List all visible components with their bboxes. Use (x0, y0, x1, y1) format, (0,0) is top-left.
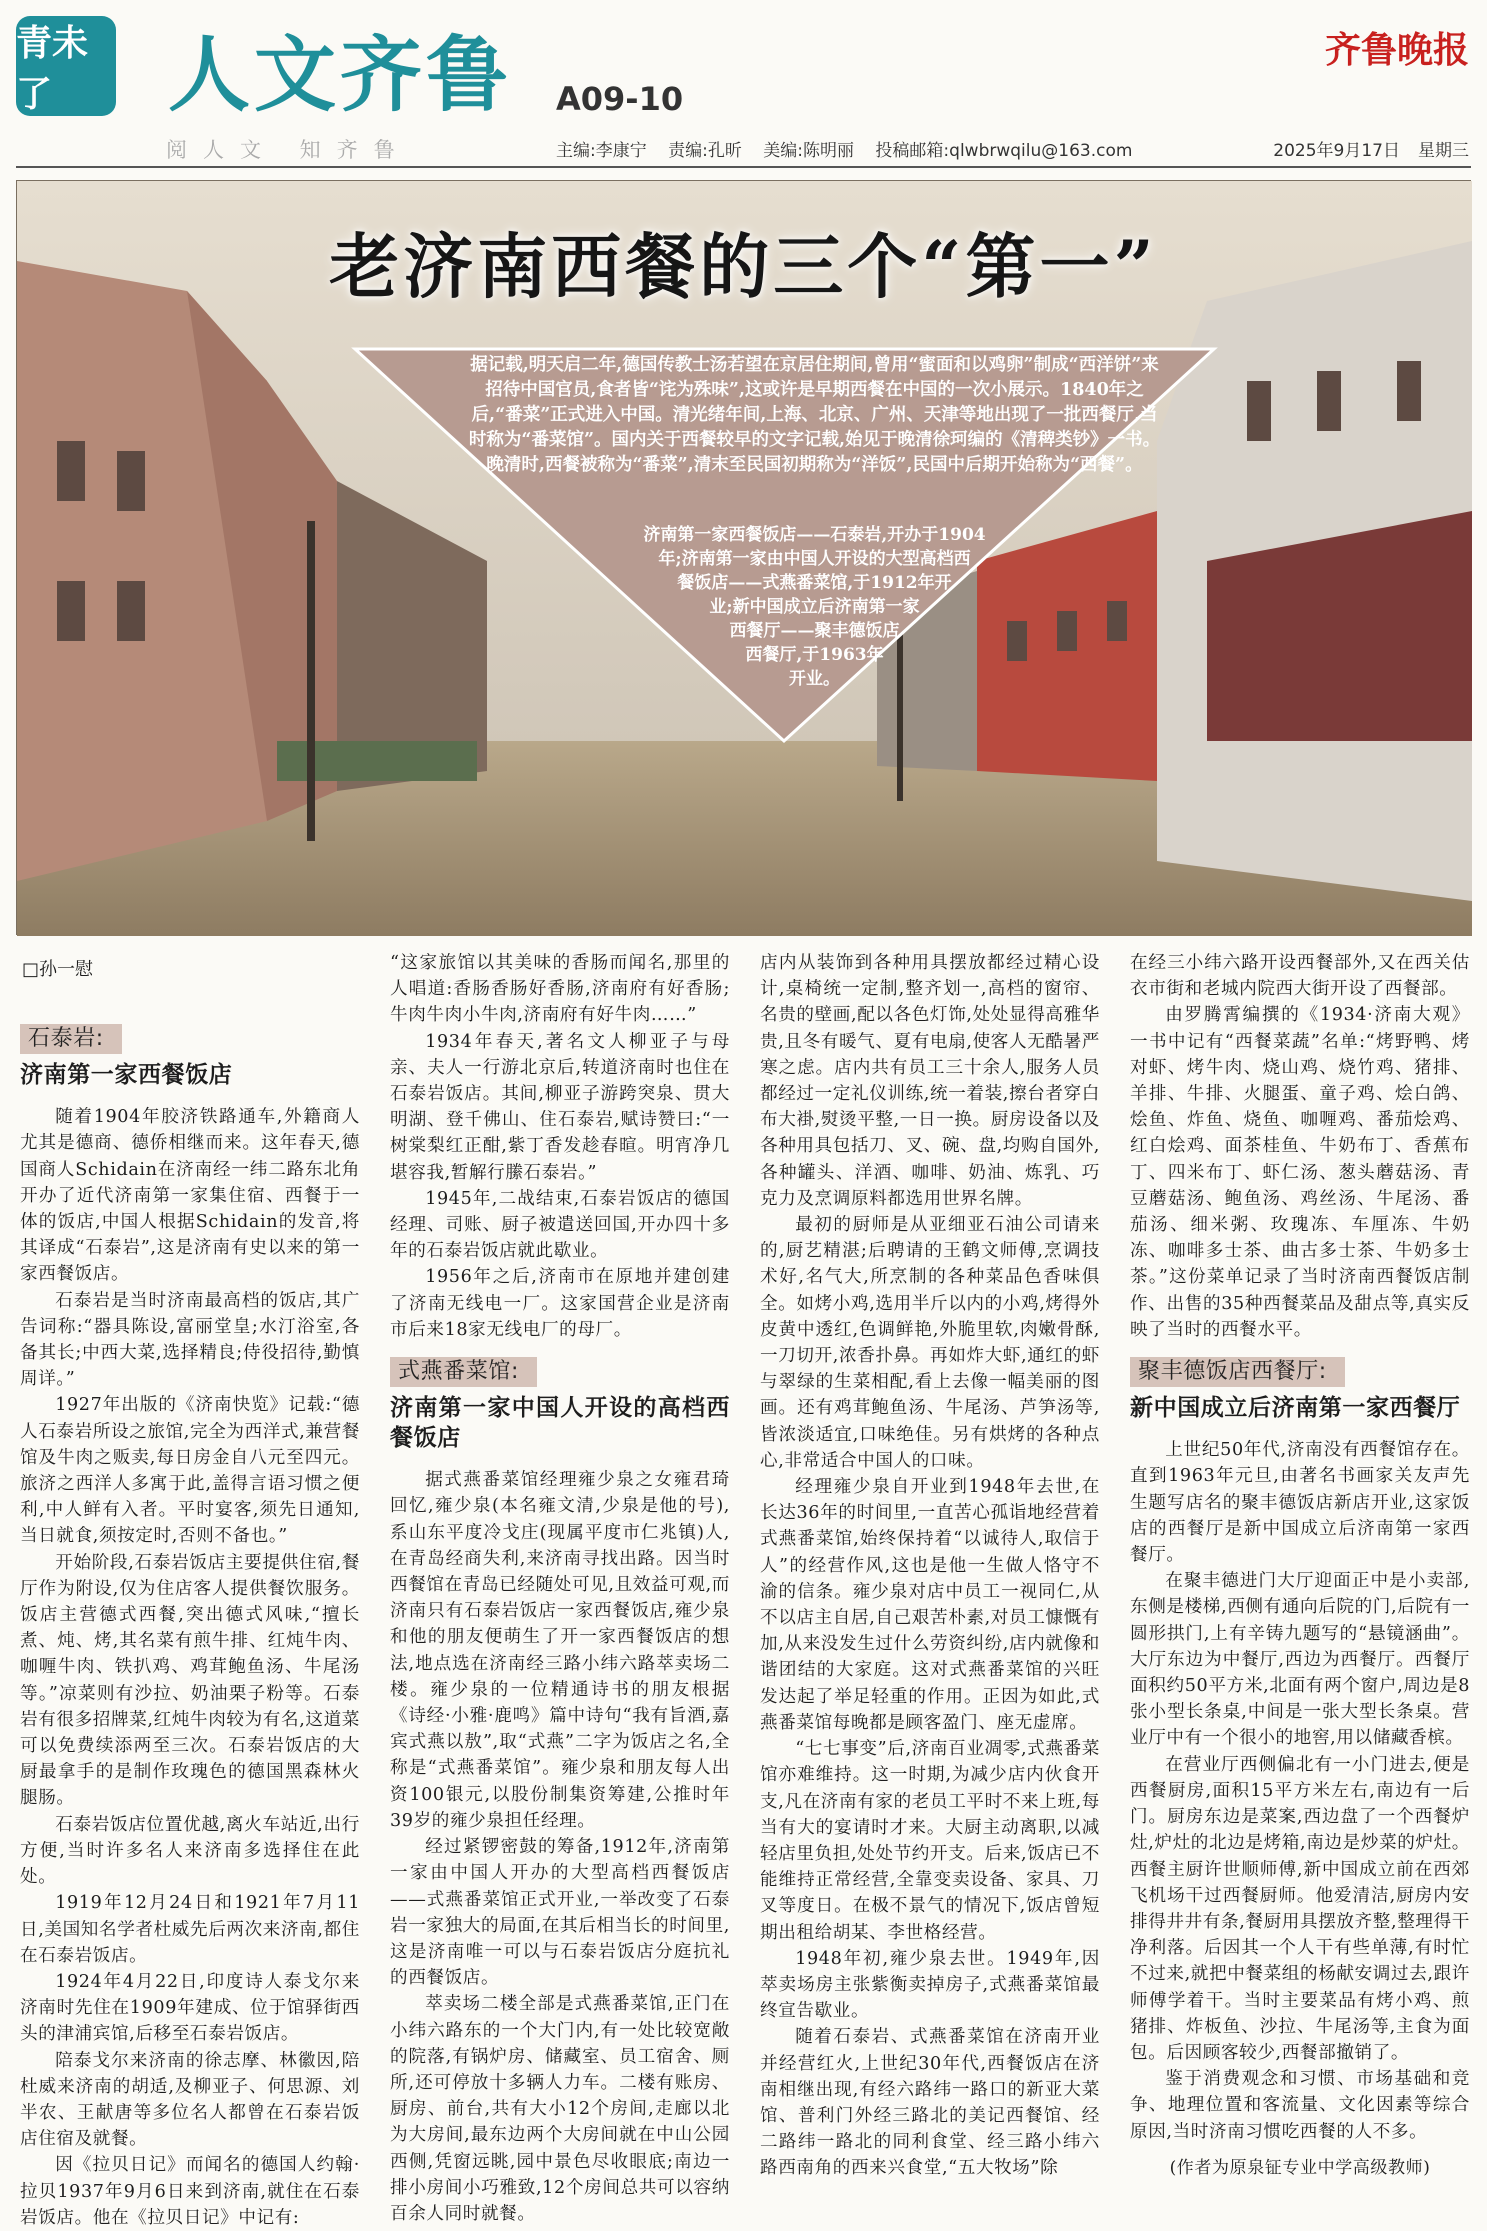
weekday-text: 星期三 (1418, 141, 1469, 161)
paragraph: 由罗腾霄编撰的《1934·济南大观》一书中记有“西餐菜蔬”名单:“烤野鸭、烤对虾、烤牛肉、烧山鸡、烧竹鸡、猪排、羊排、牛排、火腿蛋、童子鸡、烩白鸽、烩鱼、炸鱼、烧鱼、咖喱鸡、番茄烩鸡、红白烩鸡、面茶桂鱼、牛奶布丁、香蕉布丁、四米布丁、虾仁汤、葱头蘑菇汤、青豆蘑菇汤、鲍鱼汤、鸡丝汤、牛尾汤、番茄汤、细米粥、玫瑰冻、车厘冻、牛奶冻、咖啡多士茶、曲古多士茶、牛奶多士茶。”这份菜单记录了当时济南西餐饭店制作、出售的35种西餐菜品及甜点等,真实反映了当时的西餐水平。 (1130, 1005, 1470, 1340)
paragraph: 在营业厅西侧偏北有一小门进去,便是西餐厨房,面积15平方米左右,南边有一后门。厨房东边是菜案,西边盘了一个西餐炉灶,炉灶的北边是烤箱,南边是炒菜的炉灶。西餐主厨许世顺师傅,新中国成立前在西郊飞机场干过西餐厨师。他爱清洁,厨房内安排得井井有条,餐厨用具摆放齐整,整理得干净利落。后因其一个人干有些单薄,有时忙不过来,就把中餐菜组的杨献安调过去,跟许师傅学着干。当时主要菜品有烤小鸡、煎猪排、炸板鱼、沙拉、牛尾汤等,主食为面包。后因顾客较少,西餐部撤销了。 (1130, 1754, 1470, 2063)
firsts-line: 开业。 (789, 669, 840, 689)
headline: 老济南西餐的三个“第一” (329, 225, 1158, 308)
firsts-line: 餐饭店——式燕番菜馆,于1912年开 (677, 573, 952, 593)
editor-credits (556, 136, 1148, 161)
credit-designer: 美编:陈明丽 (763, 141, 855, 161)
credit-email: 投稿邮箱:qlwbrwqilu@163.com (875, 141, 1133, 161)
date-text: 2025年9月17日 (1273, 141, 1400, 161)
paragraph: 1927年出版的《济南快览》记载:“德人石泰岩所设之旅馆,完全为西洋式,兼营餐馆及牛肉之贩卖,每日房金自八元至四元。旅济之西洋人多寓于此,盖得言语习惯之便利,中人鲜有入者。平时宴客,须先日通知,当日就食,须按定时,否则不备也。” (20, 1395, 360, 1547)
header-rule (16, 166, 1471, 168)
paragraph: 开始阶段,石泰岩饭店主要提供住宿,餐厅作为附设,仅为住店客人提供餐饮服务。饭店主营德式西餐,突出德式风味,“擅长煮、炖、烤,其名菜有煎牛排、红炖牛肉、咖喱牛肉、铁扒鸡、鸡茸鲍鱼汤、牛尾汤等。”凉菜则有沙拉、奶油栗子粉等。石泰岩有很多招牌菜,红炖牛肉较为有名,这道菜可以免费续添两至三次。石泰岩饭店的大厨最拿手的是制作玫瑰色的德国黑森林火腿肠。 (20, 1552, 360, 1809)
paragraph: 石泰岩是当时济南最高档的饭店,其广告词称:“器具陈设,富丽堂皇;水汀浴室,各备其长;中西大菜,选择精良;侍役招待,勤慎周详。” (20, 1290, 360, 1390)
paragraph: 经理雍少泉自开业到1948年去世,在长达36年的时间里,一直苦心孤诣地经营着式燕番菜馆,始终保持着“以诚待人,取信于人”的经营作风,这也是他一生做人恪守不渝的信条。雍少泉对店中员工一视同仁,从不以店主自居,自己艰苦朴素,对员工慷慨有加,从来没发生过什么劳资纠纷,店内就像和谐团结的大家庭。这对式燕番菜馆的兴旺发达起了举足轻重的作用。正因为如此,式燕番菜馆每晚都是顾客盈门、座无虚席。 (760, 1477, 1100, 1733)
section-title: 济南第一家中国人开设的高档西餐饭店 (390, 1395, 730, 1452)
credit-chief-editor: 主编:李康宁 (556, 141, 647, 161)
firsts-line: 业;新中国成立后济南第一家 (709, 597, 920, 617)
section-tag: 式燕番菜馆: (390, 1357, 537, 1387)
firsts-line: 济南第一家西餐饭店——石泰岩,开办于1904 (643, 525, 986, 545)
paragraph: 1924年4月22日,印度诗人泰戈尔来济南时先住在1909年建成、位于馆驿街西头的津浦宾馆,后移至石泰岩饭店。 (20, 1971, 360, 2045)
newspaper-brand: 齐鲁晚报 (1324, 29, 1469, 71)
hero-photo (16, 180, 1471, 935)
paragraph: “七七事变”后,济南百业凋零,式燕番菜馆亦难维持。这一时期,为减少店内伙食开支,凡在济南有家的老员工平时不来上班,每当有大的宴请时才来。大厨主动离职,以减轻店里负担,处处节约开支。后来,饭店已不能维持正常经营,全靠变卖设备、家具、刀叉等度日。在极不景气的情况下,饭店曾短期出租给胡某、李世格经营。 (760, 1739, 1100, 1943)
three-firsts-summary (547, 523, 1082, 691)
paragraph: 在经三小纬六路开设西餐部外,又在西关估衣市街和老城内院西大街开设了西餐部。 (1130, 953, 1470, 1000)
section-title: 新中国成立后济南第一家西餐厅 (1130, 1395, 1461, 1422)
paragraph: 因《拉贝日记》而闻名的德国人约翰·拉贝1937年9月6日来到济南,就住在石泰岩饭店。他在《拉贝日记》中记有: (20, 2155, 360, 2228)
paragraph: 最初的厨师是从亚细亚石油公司请来的,厨艺精湛;后聘请的王鹤文师傅,烹调技术好,名气大,所烹制的各种菜品色香味俱全。如烤小鸡,选用半斤以内的小鸡,烤得外皮黄中透红,色调鲜艳,外脆里软,肉嫩骨酥,一刀切开,浓香扑鼻。再如炸大虾,通红的虾与翠绿的生菜相配,看上去像一幅美丽的图画。还有鸡茸鲍鱼汤、牛尾汤、芦笋汤等,皆浓淡适宜,口味绝佳。另有烘烤的各种点心,非常适合中国人的口味。 (760, 1215, 1100, 1471)
paragraph: 随着1904年胶济铁路通车,外籍商人尤其是德商、德侨相继而来。这年春天,德国商人Schidain在济南经一纬二路东北角开办了近代济南第一家集住宿、西餐于一体的饭店,中国人根据Schidain的发音,将其译成“石泰岩”,这是济南有史以来的第一家西餐饭店。 (20, 1107, 360, 1285)
section-tag: 聚丰德饭店西餐厅: (1130, 1357, 1345, 1387)
section-masthead: 人文齐鲁 (168, 28, 513, 123)
paragraph: “这家旅馆以其美味的香肠而闻名,那里的人唱道:香肠香肠好香肠,济南府有好香肠;牛肉牛肉小牛肉,济南府有好牛肉……” (390, 953, 730, 1026)
paragraph: 1956年之后,济南市在原地并建创建了济南无线电一厂。这家国营企业是济南市后来18家无线电厂的母厂。 (390, 1267, 730, 1340)
qingweiliao-logo: 青未了 (16, 16, 116, 116)
article-column-3 (760, 950, 1100, 2182)
intro-paragraph: 据记载,明天启二年,德国传教士汤若望在京居住期间,曾用“蜜面和以鸡卵”制成“西洋饼”来招待中国官员,食者皆“诧为殊味”,这或许是早期西餐在中国的一次小展示。1840年之后,“番菜”正式进入中国。清光绪年间,上海、北京、广州、天津等地出现了一批西餐厅,当时称为“番菜馆”。国内关于西餐较早的文字记载,始见于晚清徐珂编的《清稗类钞》一书。晚清时,西餐被称为“番菜”,清末至民国初期称为“洋饭”,民国中后期开始称为“西餐”。 (468, 355, 1161, 475)
page-number: A09-10 (556, 80, 684, 118)
paragraph: 在聚丰德进门大厅迎面正中是小卖部,东侧是楼梯,西侧有通向后院的门,后院有一圆形拱门,上有辛铸九题写的“悬镜涵曲”。大厅东边为中餐厅,西边为西餐厅。西餐厅面积约50平方米,北面有两个窗户,周边是8张小型长条桌,中间是一张大型长条桌。营业厅中有一个很小的地窖,用以储藏香槟。 (1130, 1571, 1470, 1749)
paragraph: 店内从装饰到各种用具摆放都经过精心设计,桌椅统一定制,整齐划一,高档的窗帘、名贵的壁画,配以各色灯饰,处处显得高雅华贵,且冬有暖气、夏有电扇,使客人无酷暑严寒之虑。店内共有员工三十余人,服务人员都经过一定礼仪训练,统一着装,擦台者穿白布大褂,熨烫平整,一日一换。厨房设备以及各种用具包括刀、叉、碗、盘,均购自国外,各种罐头、洋酒、咖啡、奶油、炼乳、巧克力及烹调原料都选用世界名牌。 (760, 953, 1100, 1209)
firsts-line: 西餐厅——聚丰德饭店 (729, 621, 900, 641)
paragraph: 1919年12月24日和1921年7月11日,美国知名学者杜威先后两次来济南,都住在石泰岩饭店。 (20, 1893, 360, 1966)
paragraph: 1934年春天,著名文人柳亚子与母亲、夫人一行游北京后,转道济南时也住在石泰岩饭店。其间,柳亚子游跨突泉、贯大明湖、登千佛山、住石泰岩,赋诗赞曰:“一树棠梨红正酣,紫丁香发趁春暄。明宵净几堪容我,暂解行縢石泰岩。” (390, 1031, 730, 1183)
issue-date (1255, 136, 1469, 161)
article-column-2 (390, 950, 730, 2227)
paragraph: 1945年,二战结束,石泰岩饭店的德国经理、司账、厨子被遣送回国,开办四十多年的石泰岩饭店就此歇业。 (390, 1188, 730, 1262)
paragraph: 1948年初,雍少泉去世。1949年,因萃卖场房主张紫衡卖掉房子,式燕番菜馆最终宣告歇业。 (760, 1948, 1100, 2022)
paragraph: 石泰岩饭店位置优越,离火车站近,出行方便,当时许多名人来济南多选择住在此处。 (20, 1814, 360, 1888)
firsts-line: 西餐厅,于1963年 (745, 645, 884, 665)
paragraph: 经过紧锣密鼓的筹备,1912年,济南第一家由中国人开办的大型高档西餐饭店——式燕番菜馆正式开业,一举改变了石泰岩一家独大的局面,在其后相当长的时间里,这是济南唯一可以与石泰岩饭店分庭抗礼的西餐饭店。 (390, 1837, 730, 1989)
byline: □孙一慰 (22, 959, 94, 980)
paragraph: 鉴于消费观念和习惯、市场基础和竞争、地理位置和客流量、文化因素等综合原因,当时济南习惯吃西餐的人不多。 (1130, 2069, 1470, 2142)
section-motto: 阅人文 知齐鲁 (166, 138, 411, 162)
section-tag: 石泰岩: (20, 1024, 122, 1054)
author-note: (作者为原泉钲专业中学高级教师) (1169, 2157, 1431, 2178)
firsts-line: 年;济南第一家由中国人开设的大型高档西 (658, 549, 971, 569)
article-column-1 (20, 1010, 360, 2231)
paragraph: 随着石泰岩、式燕番菜馆在济南开业并经营红火,上世纪30年代,西餐饭店在济南相继出现,有经六路纬一路口的新亚大菜馆、普利门外经三路北的美记西餐馆、经二路纬一路北的同利食堂、经三路小纬六路西南角的西来兴食堂,“五大牧场”除 (760, 2027, 1100, 2179)
paragraph: 据式燕番菜馆经理雍少泉之女雍君琦回忆,雍少泉(本名雍文清,少泉是他的号),系山东平度冷戈庄(现属平度市仁兆镇)人,在青岛经商失利,来济南寻找出路。因当时西餐馆在青岛已经随处可见,且效益可观,而济南只有石泰岩饭店一家西餐饭店,雍少泉和他的朋友便萌生了开一家西餐饭店的想法,地点选在济南经三路小纬六路萃卖场二楼。雍少泉的一位精通诗书的朋友根据《诗经·小雅·鹿鸣》篇中诗句“我有旨酒,嘉宾式燕以敖”,取“式燕”二字为饭店之名,全称是“式燕番菜馆”。雍少泉和朋友每人出资100银元,以股份制集资筹建,公推时年39岁的雍少泉担任经理。 (390, 1470, 730, 1831)
paragraph: 萃卖场二楼全部是式燕番菜馆,正门在小纬六路东的一个大门内,有一处比较宽敞的院落,有锅炉房、储藏室、员工宿舍、厕所,还可停放十多辆人力车。二楼有账房、厨房、前台,共有大小12个房间,走廊以北为大房间,最东边两个大房间就在中山公园西侧,凭窗远眺,园中景色尽收眼底;南边一排小房间小巧雅致,12个房间总共可以容纳百余人同时就餐。 (390, 1994, 730, 2224)
paragraph: 陪泰戈尔来济南的徐志摩、林徽因,陪杜威来济南的胡适,及柳亚子、何思源、刘半农、王献唐等多位名人都曾在石泰岩饭店住宿及就餐。 (20, 2050, 360, 2150)
credit-editor: 责编:孔昕 (668, 141, 742, 161)
paragraph: 上世纪50年代,济南没有西餐馆存在。直到1963年元旦,由著名书画家关友声先生题写店名的聚丰德饭店新店开业,这家饭店的西餐厅是新中国成立后济南第一家西餐厅。 (1130, 1440, 1470, 1566)
article-column-4 (1130, 950, 1470, 2181)
section-title: 济南第一家西餐饭店 (20, 1062, 233, 1089)
